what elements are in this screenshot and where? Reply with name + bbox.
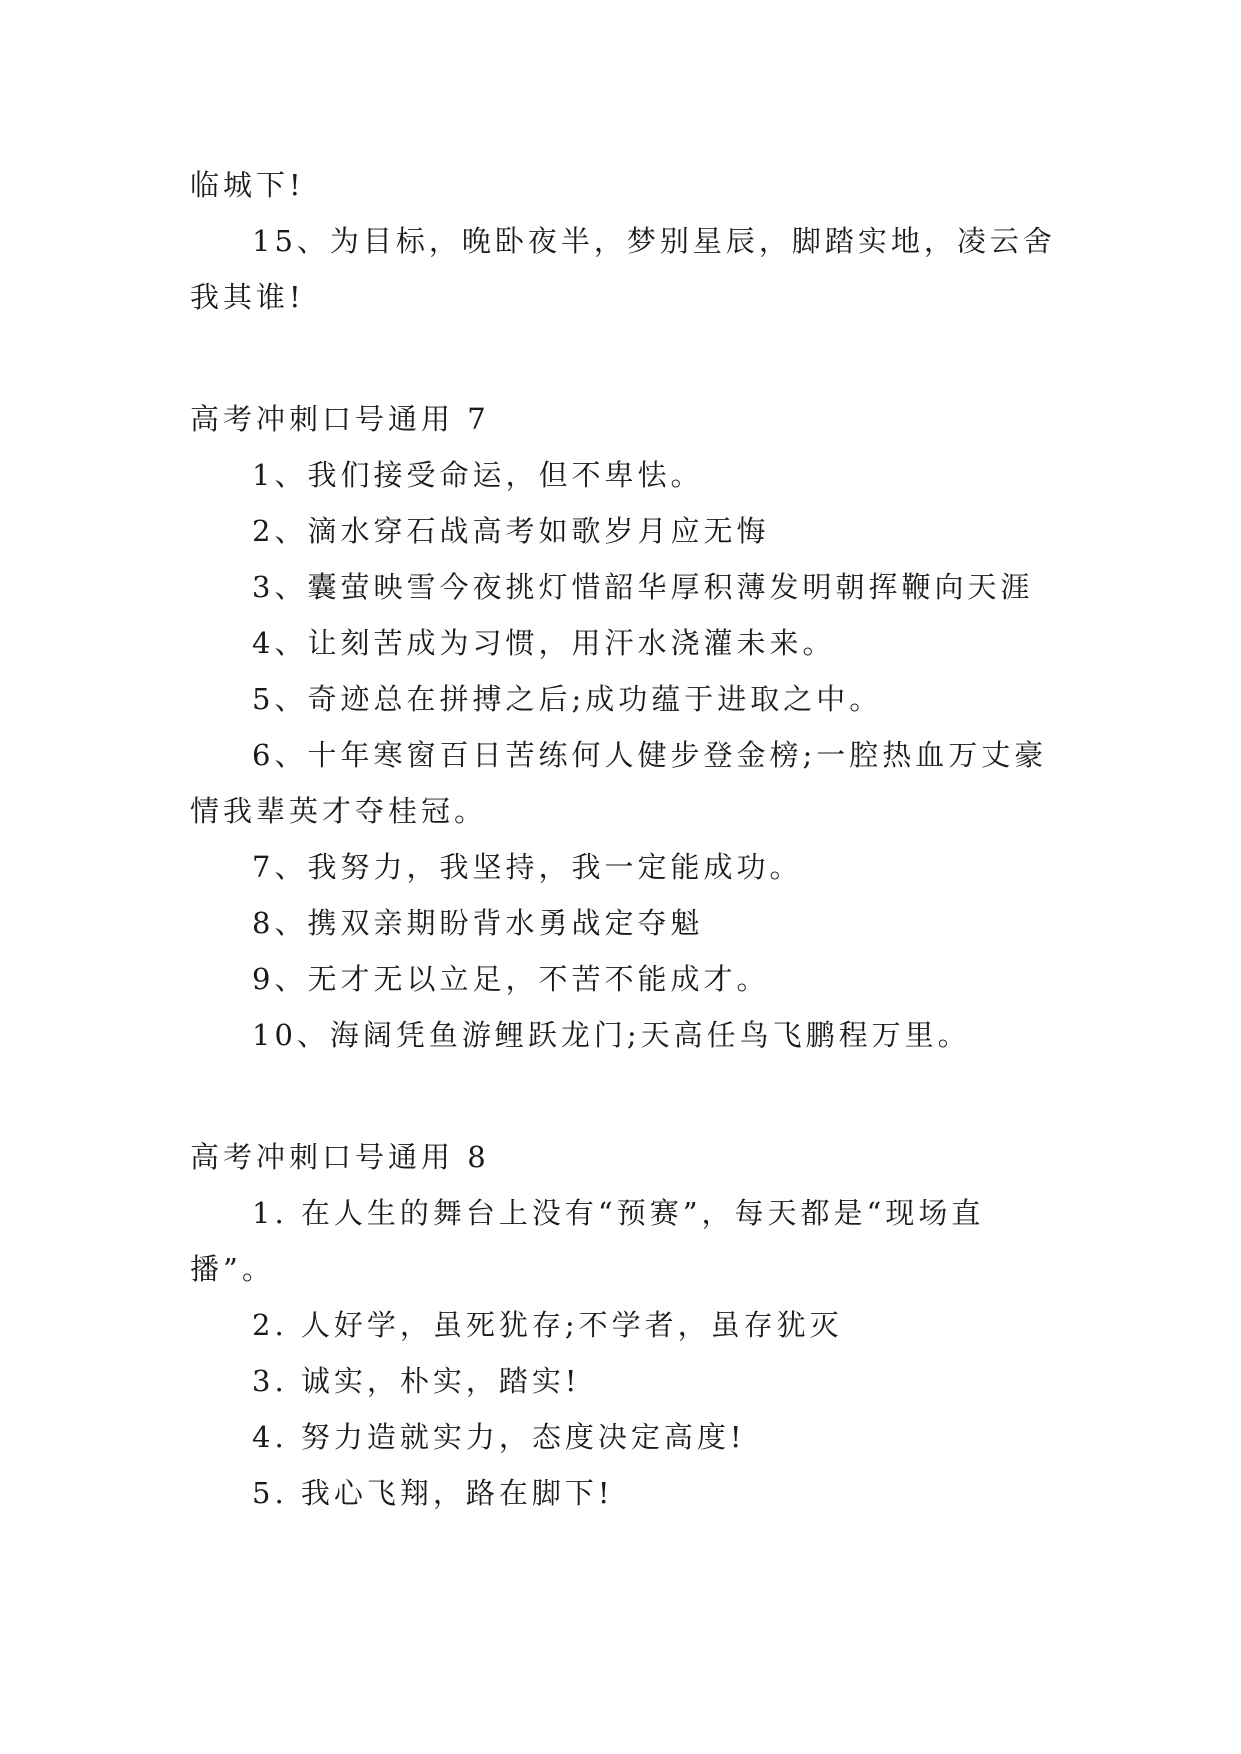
list-item: 6、十年寒窗百日苦练何人健步登金榜;一腔热血万丈豪 [252, 738, 1048, 772]
list-item: 5、奇迹总在拼搏之后;成功蕴于进取之中。 [252, 682, 883, 716]
list-item: 10、海阔凭鱼游鲤跃龙门;天高任鸟飞鹏程万里。 [252, 1018, 971, 1052]
list-item: 4、让刻苦成为习惯，用汗水浇灌未来。 [252, 626, 836, 660]
list-item-continuation: 播”。 [190, 1252, 275, 1286]
list-item: 2. 人好学，虽死犹存;不学者，虽存犹灭 [252, 1308, 843, 1342]
list-item-continuation: 情我辈英才夺桂冠。 [190, 794, 488, 828]
list-item: 7、我努力，我坚持，我一定能成功。 [252, 850, 803, 884]
section-heading: 高考冲刺口号通用 7 [190, 402, 490, 436]
paragraph-line: 我其谁! [190, 280, 305, 314]
paragraph-line: 临城下! [190, 168, 305, 202]
list-item: 4. 努力造就实力，态度决定高度! [252, 1420, 746, 1454]
list-item: 3、囊萤映雪今夜挑灯惜韶华厚积薄发明朝挥鞭向天涯 [252, 570, 1034, 604]
list-item: 5. 我心飞翔，路在脚下! [252, 1476, 614, 1510]
list-item: 3. 诚实，朴实，踏实! [252, 1364, 581, 1398]
list-item: 1. 在人生的舞台上没有“预赛”，每天都是“现场直 [252, 1196, 985, 1230]
list-item: 1、我们接受命运，但不卑怯。 [252, 458, 704, 492]
list-item: 9、无才无以立足，不苦不能成才。 [252, 962, 770, 996]
list-item: 2、滴水穿石战高考如歌岁月应无悔 [252, 514, 770, 548]
list-item: 8、携双亲期盼背水勇战定夺魁 [252, 906, 704, 940]
paragraph-line: 15、为目标，晚卧夜半，梦别星辰，脚踏实地，凌云舍 [252, 224, 1056, 258]
section-heading: 高考冲刺口号通用 8 [190, 1140, 490, 1174]
